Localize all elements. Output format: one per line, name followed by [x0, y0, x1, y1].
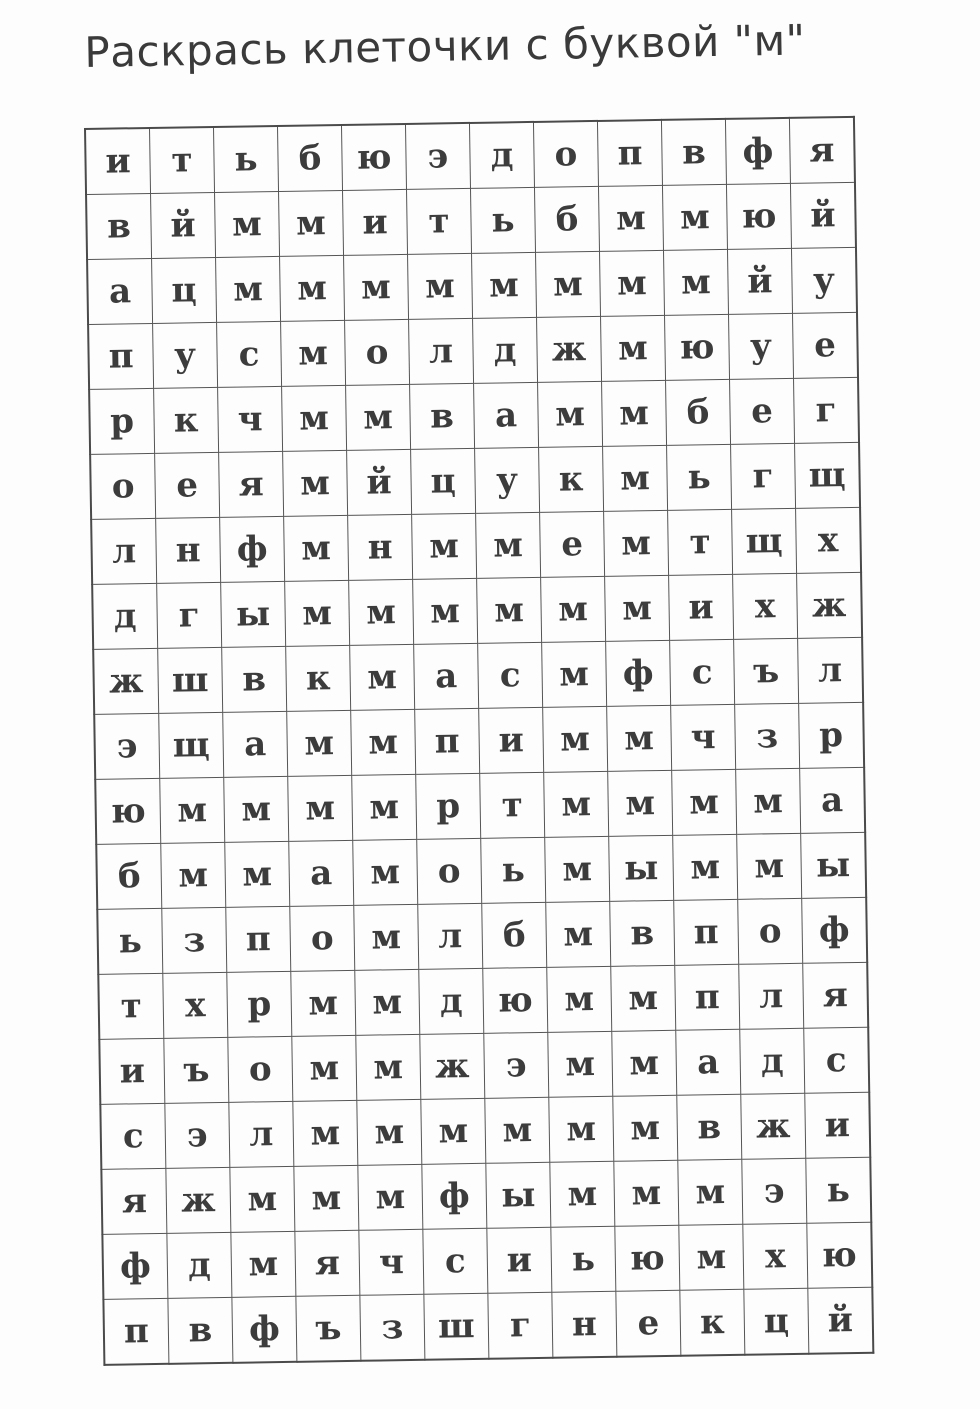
- grid-cell[interactable]: м: [349, 579, 414, 645]
- grid-cell[interactable]: и: [343, 189, 408, 255]
- grid-cell[interactable]: м: [231, 1231, 296, 1297]
- grid-cell[interactable]: с: [804, 1027, 870, 1093]
- grid-row: [101, 1157, 871, 1234]
- grid-cell[interactable]: с: [670, 639, 735, 705]
- grid-cell[interactable]: ъ: [164, 1037, 229, 1103]
- letter-grid: [84, 116, 874, 1366]
- grid-cell[interactable]: ш: [424, 1293, 489, 1359]
- grid-cell[interactable]: я: [789, 117, 855, 184]
- grid-cell[interactable]: м: [291, 970, 356, 1036]
- grid-cell[interactable]: м: [344, 254, 409, 320]
- grid-cell[interactable]: з: [162, 907, 227, 973]
- grid-cell[interactable]: п: [675, 964, 740, 1030]
- grid-cell[interactable]: я: [101, 1168, 167, 1234]
- grid-cell[interactable]: м: [603, 445, 668, 511]
- grid-cell[interactable]: г: [488, 1292, 553, 1358]
- grid-cell[interactable]: ю: [726, 183, 791, 249]
- grid-cell[interactable]: о: [417, 838, 482, 904]
- grid-row: [102, 1222, 872, 1299]
- grid-cell[interactable]: ы: [486, 1162, 551, 1228]
- grid-cell[interactable]: т: [407, 188, 472, 254]
- grid-cell[interactable]: а: [223, 711, 288, 777]
- grid-cell[interactable]: с: [423, 1228, 488, 1294]
- grid-cell[interactable]: м: [472, 252, 537, 318]
- grid-cell[interactable]: э: [94, 713, 160, 779]
- grid-row: [90, 442, 860, 519]
- grid-cell[interactable]: а: [474, 382, 539, 448]
- grid-cell[interactable]: в: [610, 900, 675, 966]
- grid-cell[interactable]: м: [608, 770, 673, 836]
- grid-cell[interactable]: й: [790, 182, 856, 248]
- grid-row: [94, 702, 864, 779]
- grid-row: [100, 1092, 870, 1169]
- grid-cell[interactable]: м: [281, 320, 346, 386]
- grid-cell[interactable]: ъ: [296, 1295, 361, 1361]
- grid-cell[interactable]: ь: [551, 1226, 616, 1292]
- grid-cell[interactable]: я: [219, 451, 284, 517]
- grid-row: [95, 767, 865, 844]
- grid-cell[interactable]: с: [217, 321, 282, 387]
- grid-row: [91, 507, 861, 584]
- grid-cell[interactable]: м: [548, 1031, 613, 1097]
- grid-cell[interactable]: ь: [481, 837, 546, 903]
- grid-cell[interactable]: ф: [232, 1296, 297, 1362]
- grid-cell[interactable]: п: [88, 323, 154, 389]
- grid-cell[interactable]: ц: [744, 1288, 809, 1354]
- grid-cell[interactable]: м: [353, 839, 418, 905]
- grid-cell[interactable]: ь: [97, 908, 163, 974]
- grid-cell[interactable]: я: [803, 962, 869, 1028]
- grid-cell[interactable]: м: [284, 515, 349, 581]
- grid-cell[interactable]: н: [348, 514, 413, 580]
- grid-cell[interactable]: м: [351, 709, 416, 775]
- grid-cell[interactable]: т: [98, 973, 164, 1039]
- grid-row: [103, 1287, 873, 1365]
- grid-cell[interactable]: м: [279, 190, 344, 256]
- grid-cell[interactable]: и: [99, 1038, 165, 1104]
- grid-cell[interactable]: ю: [341, 124, 406, 190]
- grid-cell[interactable]: ц: [152, 257, 217, 323]
- grid-cell[interactable]: х: [796, 507, 862, 573]
- grid-cell[interactable]: м: [611, 965, 676, 1031]
- grid-cell[interactable]: ь: [213, 126, 278, 192]
- grid-cell[interactable]: к: [680, 1289, 745, 1355]
- grid-cell[interactable]: а: [289, 840, 354, 906]
- grid-row: [85, 117, 855, 195]
- grid-cell[interactable]: о: [90, 453, 156, 519]
- grid-cell[interactable]: ф: [802, 897, 868, 963]
- grid-cell[interactable]: а: [800, 767, 866, 833]
- grid-cell[interactable]: м: [413, 578, 478, 644]
- grid-cell[interactable]: г: [731, 443, 796, 509]
- grid-cell[interactable]: м: [612, 1030, 677, 1096]
- grid-cell[interactable]: м: [230, 1166, 295, 1232]
- grid-cell[interactable]: ж: [537, 316, 602, 382]
- grid-cell[interactable]: ч: [671, 704, 736, 770]
- grid-cell[interactable]: й: [727, 248, 792, 314]
- grid-row: [98, 962, 868, 1039]
- grid-cell[interactable]: и: [85, 128, 151, 195]
- grid-cell[interactable]: к: [286, 645, 351, 711]
- grid-cell[interactable]: р: [227, 971, 292, 1037]
- grid-cell[interactable]: ъ: [734, 638, 799, 704]
- grid-cell[interactable]: м: [282, 385, 347, 451]
- grid-cell[interactable]: м: [543, 706, 608, 772]
- grid-cell[interactable]: м: [545, 836, 610, 902]
- grid-cell[interactable]: ж: [797, 572, 863, 638]
- grid-cell[interactable]: д: [473, 317, 538, 383]
- grid-cell[interactable]: з: [360, 1294, 425, 1360]
- grid-cell[interactable]: м: [358, 1164, 423, 1230]
- grid-cell[interactable]: д: [419, 968, 484, 1034]
- grid-cell[interactable]: м: [536, 251, 601, 317]
- grid-cell[interactable]: т: [480, 772, 545, 838]
- grid-cell[interactable]: м: [614, 1160, 679, 1226]
- grid-cell[interactable]: м: [541, 576, 606, 642]
- grid-cell[interactable]: м: [546, 901, 611, 967]
- grid-cell[interactable]: м: [215, 191, 280, 257]
- grid-row: [96, 832, 866, 909]
- grid-cell[interactable]: у: [475, 447, 540, 513]
- grid-cell[interactable]: м: [346, 384, 411, 450]
- grid-cell[interactable]: р: [799, 702, 865, 768]
- grid-cell[interactable]: м: [216, 256, 281, 322]
- grid-cell[interactable]: м: [544, 771, 609, 837]
- grid-row: [86, 182, 856, 259]
- grid-cell[interactable]: к: [539, 446, 604, 512]
- grid-cell[interactable]: д: [167, 1232, 232, 1298]
- grid-cell[interactable]: м: [672, 769, 737, 835]
- grid-cell[interactable]: м: [352, 774, 417, 840]
- grid-cell[interactable]: б: [96, 843, 162, 909]
- grid-cell[interactable]: м: [283, 450, 348, 516]
- grid-cell[interactable]: щ: [732, 508, 797, 574]
- grid-cell[interactable]: ь: [470, 187, 535, 253]
- grid-cell[interactable]: ь: [667, 444, 732, 510]
- grid-cell[interactable]: о: [345, 319, 410, 385]
- grid-cell[interactable]: л: [739, 963, 804, 1029]
- grid-cell[interactable]: в: [677, 1094, 742, 1160]
- grid-cell[interactable]: м: [605, 575, 670, 641]
- grid-cell[interactable]: м: [679, 1224, 744, 1290]
- grid-cell[interactable]: о: [533, 121, 598, 187]
- grid-cell[interactable]: х: [743, 1223, 808, 1289]
- grid-cell[interactable]: ц: [411, 448, 476, 514]
- grid-cell[interactable]: д: [469, 122, 534, 188]
- grid-cell[interactable]: в: [86, 193, 152, 259]
- grid-cell[interactable]: ч: [359, 1229, 424, 1295]
- grid-cell[interactable]: м: [225, 841, 290, 907]
- grid-cell[interactable]: м: [485, 1097, 550, 1163]
- grid-cell[interactable]: м: [604, 510, 669, 576]
- grid-cell[interactable]: м: [607, 705, 672, 771]
- grid-cell[interactable]: ю: [665, 314, 730, 380]
- grid-cell[interactable]: в: [410, 383, 475, 449]
- grid-cell[interactable]: у: [729, 313, 794, 379]
- grid-cell[interactable]: р: [416, 773, 481, 839]
- grid-cell[interactable]: м: [476, 512, 541, 578]
- grid-cell[interactable]: э: [405, 123, 470, 189]
- grid-cell[interactable]: п: [415, 708, 480, 774]
- grid-cell[interactable]: ю: [95, 778, 161, 844]
- grid-cell[interactable]: м: [292, 1035, 357, 1101]
- grid-cell[interactable]: к: [154, 387, 219, 453]
- grid-cell[interactable]: м: [663, 249, 728, 315]
- grid-cell[interactable]: п: [226, 906, 291, 972]
- grid-cell[interactable]: й: [151, 192, 216, 258]
- grid-cell[interactable]: х: [163, 972, 228, 1038]
- grid-row: [92, 572, 862, 649]
- grid-cell[interactable]: с: [478, 642, 543, 708]
- grid-cell[interactable]: с: [100, 1103, 166, 1169]
- grid-cell[interactable]: м: [280, 255, 345, 321]
- grid-cell[interactable]: м: [678, 1159, 743, 1225]
- letter-grid-container: [84, 116, 874, 1366]
- grid-cell[interactable]: м: [412, 513, 477, 579]
- grid-cell[interactable]: и: [805, 1092, 871, 1158]
- grid-row: [99, 1027, 869, 1104]
- grid-cell[interactable]: м: [662, 184, 727, 250]
- grid-cell[interactable]: е: [155, 452, 220, 518]
- grid-cell[interactable]: и: [669, 574, 734, 640]
- grid-cell[interactable]: ю: [615, 1225, 680, 1291]
- grid-row: [93, 637, 863, 714]
- grid-cell[interactable]: м: [293, 1100, 358, 1166]
- grid-cell[interactable]: м: [294, 1165, 359, 1231]
- grid-cell[interactable]: м: [542, 641, 607, 707]
- grid-cell[interactable]: м: [285, 580, 350, 646]
- grid-cell[interactable]: м: [538, 381, 603, 447]
- grid-cell[interactable]: м: [549, 1096, 614, 1162]
- grid-cell[interactable]: а: [87, 258, 153, 324]
- grid-cell[interactable]: я: [295, 1230, 360, 1296]
- grid-cell[interactable]: п: [103, 1298, 169, 1365]
- grid-cell[interactable]: ф: [422, 1163, 487, 1229]
- grid-cell[interactable]: о: [738, 898, 803, 964]
- grid-cell[interactable]: у: [791, 247, 857, 313]
- grid-cell[interactable]: м: [477, 577, 542, 643]
- grid-cell[interactable]: м: [600, 250, 665, 316]
- grid-cell[interactable]: г: [157, 582, 222, 648]
- grid-cell[interactable]: щ: [795, 442, 861, 508]
- grid-cell[interactable]: м: [160, 777, 225, 843]
- grid-cell[interactable]: д: [92, 583, 158, 649]
- grid-cell[interactable]: ь: [806, 1157, 872, 1223]
- grid-cell[interactable]: ю: [807, 1222, 873, 1288]
- grid-row: [97, 897, 867, 974]
- grid-cell[interactable]: л: [409, 318, 474, 384]
- grid-cell[interactable]: м: [356, 1034, 421, 1100]
- grid-cell[interactable]: ж: [93, 648, 159, 714]
- grid-cell[interactable]: ю: [483, 967, 548, 1033]
- grid-cell[interactable]: м: [736, 768, 801, 834]
- grid-cell[interactable]: ж: [741, 1093, 806, 1159]
- grid-cell[interactable]: й: [347, 449, 412, 515]
- grid-cell[interactable]: н: [552, 1291, 617, 1357]
- grid-cell[interactable]: а: [676, 1029, 741, 1095]
- grid-cell[interactable]: р: [89, 388, 155, 454]
- grid-cell[interactable]: м: [224, 776, 289, 842]
- grid-cell[interactable]: ф: [606, 640, 671, 706]
- grid-cell[interactable]: м: [421, 1098, 486, 1164]
- grid-cell[interactable]: д: [740, 1028, 805, 1094]
- grid-cell[interactable]: б: [277, 125, 342, 191]
- grid-cell[interactable]: т: [668, 509, 733, 575]
- grid-cell[interactable]: э: [742, 1158, 807, 1224]
- grid-cell[interactable]: и: [479, 707, 544, 773]
- grid-cell[interactable]: ф: [102, 1233, 168, 1299]
- grid-row: [89, 377, 859, 454]
- grid-cell[interactable]: й: [808, 1287, 874, 1354]
- grid-cell[interactable]: у: [153, 322, 218, 388]
- grid-cell[interactable]: б: [534, 186, 599, 252]
- grid-cell[interactable]: а: [414, 643, 479, 709]
- grid-row: [88, 312, 858, 389]
- grid-cell[interactable]: м: [601, 315, 666, 381]
- grid-cell[interactable]: б: [666, 379, 731, 445]
- grid-cell[interactable]: л: [798, 637, 864, 703]
- grid-cell[interactable]: м: [602, 380, 667, 446]
- grid-cell[interactable]: ж: [420, 1033, 485, 1099]
- grid-cell[interactable]: г: [794, 377, 860, 443]
- grid-cell[interactable]: ш: [158, 647, 223, 713]
- grid-cell[interactable]: м: [287, 710, 352, 776]
- grid-cell[interactable]: п: [597, 120, 662, 186]
- grid-cell[interactable]: м: [350, 644, 415, 710]
- grid-cell[interactable]: м: [673, 834, 738, 900]
- letter-grid-body: [85, 117, 873, 1365]
- grid-cell[interactable]: э: [484, 1032, 549, 1098]
- grid-cell[interactable]: э: [165, 1102, 230, 1168]
- grid-cell[interactable]: м: [550, 1161, 615, 1227]
- grid-cell[interactable]: ы: [221, 581, 286, 647]
- grid-cell[interactable]: л: [418, 903, 483, 969]
- grid-cell[interactable]: л: [229, 1101, 294, 1167]
- grid-cell[interactable]: м: [408, 253, 473, 319]
- grid-cell[interactable]: м: [737, 833, 802, 899]
- grid-cell[interactable]: ф: [725, 118, 790, 184]
- grid-cell[interactable]: и: [487, 1227, 552, 1293]
- grid-cell[interactable]: е: [792, 312, 858, 378]
- grid-cell[interactable]: м: [354, 904, 419, 970]
- grid-cell[interactable]: е: [540, 511, 605, 577]
- grid-cell[interactable]: ы: [609, 835, 674, 901]
- grid-cell[interactable]: л: [91, 518, 157, 584]
- grid-cell[interactable]: м: [355, 969, 420, 1035]
- grid-cell[interactable]: б: [482, 902, 547, 968]
- grid-cell[interactable]: м: [357, 1099, 422, 1165]
- grid-cell[interactable]: в: [168, 1297, 233, 1363]
- grid-cell[interactable]: е: [616, 1290, 681, 1356]
- grid-cell[interactable]: в: [222, 646, 287, 712]
- grid-cell[interactable]: м: [547, 966, 612, 1032]
- grid-cell[interactable]: м: [161, 842, 226, 908]
- grid-row: [87, 247, 857, 324]
- grid-cell[interactable]: м: [598, 185, 663, 251]
- grid-cell[interactable]: щ: [159, 712, 224, 778]
- grid-cell[interactable]: в: [661, 119, 726, 185]
- grid-cell[interactable]: н: [156, 517, 221, 583]
- grid-cell[interactable]: п: [674, 899, 739, 965]
- grid-cell[interactable]: о: [290, 905, 355, 971]
- grid-cell[interactable]: м: [613, 1095, 678, 1161]
- grid-cell[interactable]: о: [228, 1036, 293, 1102]
- page-title: Раскрась клеточки с буквой "м": [84, 15, 806, 77]
- grid-cell[interactable]: ч: [218, 386, 283, 452]
- grid-cell[interactable]: х: [733, 573, 798, 639]
- grid-cell[interactable]: ф: [220, 516, 285, 582]
- grid-cell[interactable]: т: [150, 127, 215, 193]
- grid-cell[interactable]: ж: [166, 1167, 231, 1233]
- grid-cell[interactable]: з: [735, 703, 800, 769]
- grid-cell[interactable]: м: [288, 775, 353, 841]
- grid-cell[interactable]: е: [730, 378, 795, 444]
- grid-cell[interactable]: ы: [801, 832, 867, 898]
